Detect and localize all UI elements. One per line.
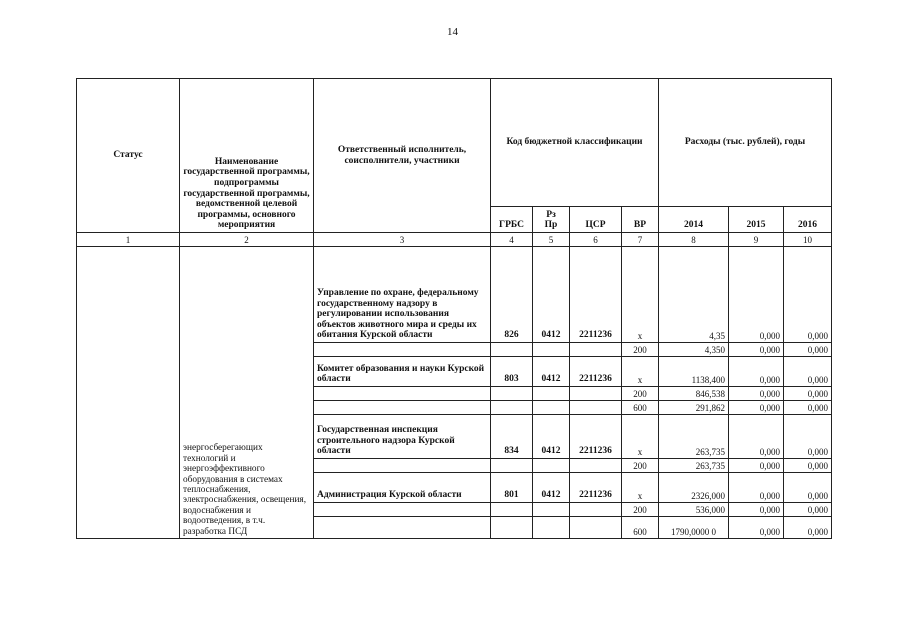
- grbs-cell: [491, 343, 533, 357]
- vr-cell: 200: [622, 387, 659, 401]
- header-year-2014: 2014: [659, 207, 729, 233]
- y2015-cell: 0,000: [729, 473, 784, 503]
- column-number: 5: [533, 233, 570, 247]
- vr-cell: 600: [622, 401, 659, 415]
- column-number: 3: [314, 233, 491, 247]
- executor-cell: Комитет образования и науки Курской области: [314, 357, 491, 387]
- budget-table: [76, 78, 832, 539]
- vr-cell: 200: [622, 459, 659, 473]
- csr-cell: 2211236: [570, 415, 622, 459]
- header-grbs: ГРБС: [491, 207, 533, 233]
- header-vr: ВР: [622, 207, 659, 233]
- y2016-cell: 0,000: [784, 387, 832, 401]
- y2014-cell: 846,538: [659, 387, 729, 401]
- y2015-cell: 0,000: [729, 459, 784, 473]
- y2016-cell: 0,000: [784, 503, 832, 517]
- y2014-cell: 291,862: [659, 401, 729, 415]
- column-number: 1: [77, 233, 180, 247]
- y2014-cell: 2326,000: [659, 473, 729, 503]
- csr-cell: [570, 459, 622, 473]
- y2016-cell: 0,000: [784, 247, 832, 343]
- y2016-cell: 0,000: [784, 459, 832, 473]
- grbs-cell: 801: [491, 473, 533, 503]
- header-year-2015: 2015: [729, 207, 784, 233]
- column-number: 9: [729, 233, 784, 247]
- y2015-cell: 0,000: [729, 401, 784, 415]
- executor-cell: [314, 401, 491, 415]
- grbs-cell: [491, 503, 533, 517]
- header-csr: ЦСР: [570, 207, 622, 233]
- csr-cell: [570, 401, 622, 415]
- rzpr-cell: 0412: [533, 357, 570, 387]
- y2014-cell: 4,35: [659, 247, 729, 343]
- column-number: 7: [622, 233, 659, 247]
- grbs-cell: 834: [491, 415, 533, 459]
- y2015-cell: 0,000: [729, 415, 784, 459]
- executor-cell: [314, 517, 491, 539]
- rzpr-cell: 0412: [533, 473, 570, 503]
- y2016-cell: 0,000: [784, 517, 832, 539]
- y2014-cell: 4,350: [659, 343, 729, 357]
- y2015-cell: 0,000: [729, 247, 784, 343]
- y2016-cell: 0,000: [784, 415, 832, 459]
- status-cell: [77, 247, 180, 539]
- y2016-cell: 0,000: [784, 401, 832, 415]
- rzpr-cell: [533, 401, 570, 415]
- csr-cell: 2211236: [570, 473, 622, 503]
- csr-cell: [570, 343, 622, 357]
- column-number: 8: [659, 233, 729, 247]
- rzpr-cell: [533, 343, 570, 357]
- rzpr-cell: 0412: [533, 415, 570, 459]
- y2014-cell: 263,735: [659, 459, 729, 473]
- vr-cell: 200: [622, 343, 659, 357]
- header-budget-code: Код бюджетной классификации: [491, 79, 659, 207]
- executor-cell: Администрация Курской области: [314, 473, 491, 503]
- y2015-cell: 0,000: [729, 517, 784, 539]
- header-status: Статус: [77, 79, 180, 233]
- column-number: 2: [180, 233, 314, 247]
- vr-cell: х: [622, 247, 659, 343]
- y2014-cell: 263,735: [659, 415, 729, 459]
- page-number: 14: [447, 26, 458, 38]
- executor-cell: Государственная инспекция строительного надзора Курской области: [314, 415, 491, 459]
- y2015-cell: 0,000: [729, 357, 784, 387]
- executor-cell: [314, 343, 491, 357]
- header-pr: Пр: [544, 220, 558, 231]
- y2014-cell: 1790,0000 0: [659, 517, 729, 539]
- y2015-cell: 0,000: [729, 387, 784, 401]
- rzpr-cell: [533, 459, 570, 473]
- table-row: [77, 247, 832, 343]
- executor-cell: [314, 387, 491, 401]
- vr-cell: х: [622, 473, 659, 503]
- y2016-cell: 0,000: [784, 473, 832, 503]
- header-expenses: Расходы (тыс. рублей), годы: [659, 79, 832, 207]
- executor-cell: [314, 503, 491, 517]
- grbs-cell: [491, 517, 533, 539]
- grbs-cell: 826: [491, 247, 533, 343]
- program-description: энергосберегающих технологий и энергоэффективного оборудования в системах теплоснабжения, электроснабжения, освещения, водоснабжения и водоотведения, в т.ч. разработка ПСД: [180, 247, 314, 539]
- rzpr-cell: 0412: [533, 247, 570, 343]
- csr-cell: [570, 503, 622, 517]
- y2014-cell: 1138,400: [659, 357, 729, 387]
- grbs-cell: 803: [491, 357, 533, 387]
- header-executor: Ответственный исполнитель, соисполнители, участники: [314, 79, 491, 233]
- rzpr-cell: [533, 387, 570, 401]
- csr-cell: [570, 517, 622, 539]
- vr-cell: 200: [622, 503, 659, 517]
- csr-cell: [570, 387, 622, 401]
- header-program-name: Наименование государственной программы, подпрограммы государственной программы, ведомственной целевой программы, основного мероприятия: [180, 79, 314, 233]
- y2015-cell: 0,000: [729, 503, 784, 517]
- y2016-cell: 0,000: [784, 343, 832, 357]
- vr-cell: х: [622, 415, 659, 459]
- column-number: 4: [491, 233, 533, 247]
- rzpr-cell: [533, 503, 570, 517]
- header-year-2016: 2016: [784, 207, 832, 233]
- rzpr-cell: [533, 517, 570, 539]
- executor-cell: [314, 459, 491, 473]
- grbs-cell: [491, 387, 533, 401]
- column-number: 6: [570, 233, 622, 247]
- column-number-row: [77, 233, 832, 247]
- column-number: 10: [784, 233, 832, 247]
- vr-cell: х: [622, 357, 659, 387]
- grbs-cell: [491, 401, 533, 415]
- csr-cell: 2211236: [570, 247, 622, 343]
- grbs-cell: [491, 459, 533, 473]
- vr-cell: 600: [622, 517, 659, 539]
- y2015-cell: 0,000: [729, 343, 784, 357]
- y2016-cell: 0,000: [784, 357, 832, 387]
- y2014-cell: 536,000: [659, 503, 729, 517]
- executor-cell: Управление по охране, федеральному государственному надзору в регулировании использования объектов животного мира и среды их обитания Курской области: [314, 247, 491, 343]
- header-rzpr: [533, 207, 570, 233]
- header-rz: Рз: [546, 209, 556, 220]
- csr-cell: 2211236: [570, 357, 622, 387]
